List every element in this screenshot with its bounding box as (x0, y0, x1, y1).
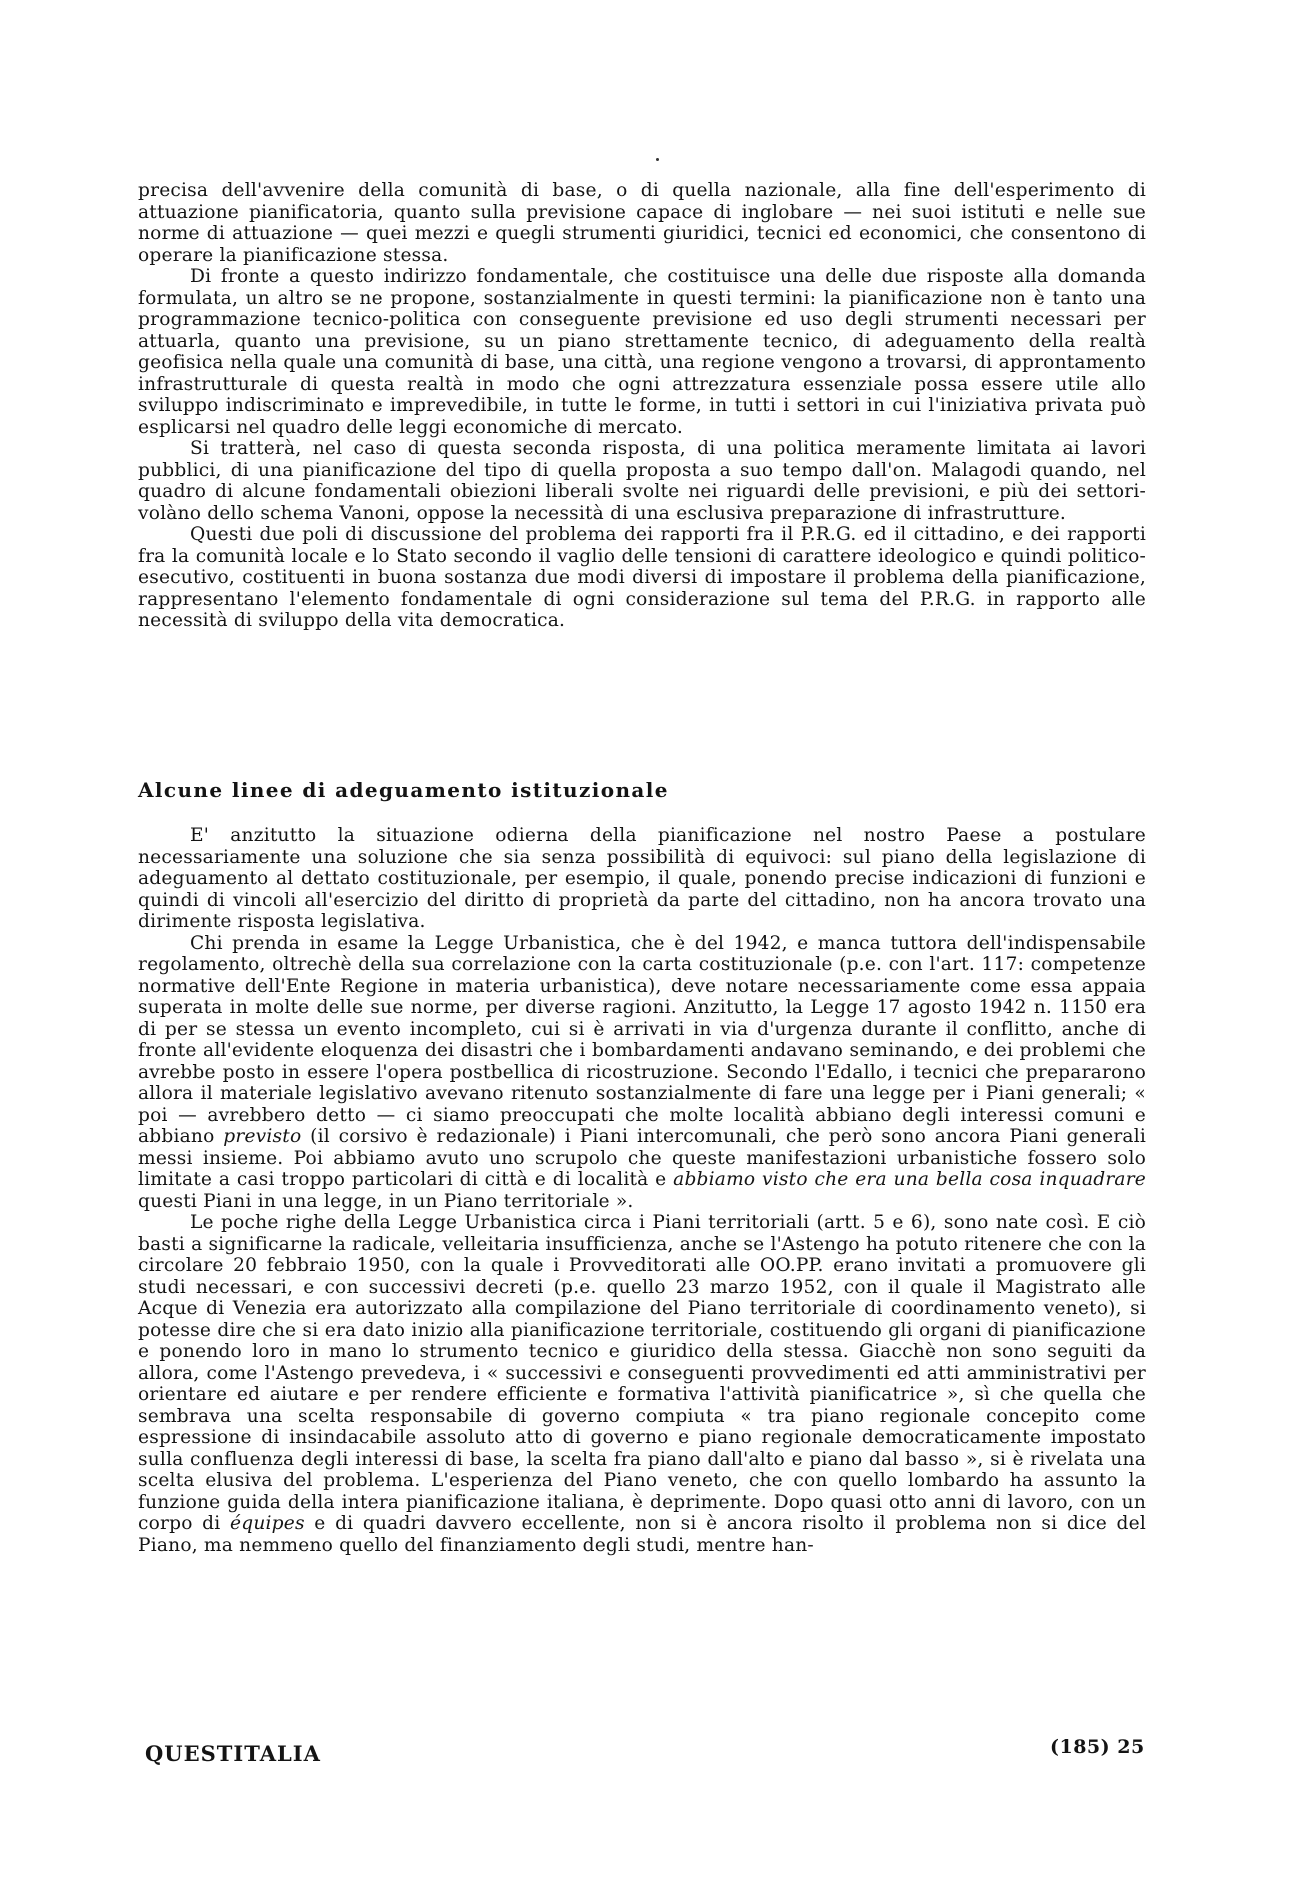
text-block-top (138, 180, 1146, 632)
paragraph-text: questi Piani in una legge, in un Piano territoriale ». (138, 1190, 634, 1212)
paragraph: E' anzitutto la situazione odierna della pianificazione nel nostro Paese a postulare necessariamente una soluzione che sia senza possibilità di equivoci: sul piano della legislazione di adeguamento al dettato costituzionale, per esempio, il quale, ponendo precise indicazioni di funzioni e quindi di vincoli all'esercizio del diritto di proprietà da parte del cittadino, non ha ancora trovato una dirimente risposta legislativa. (138, 825, 1146, 932)
paragraph: Si tratterà, nel caso di questa seconda risposta, di una politica meramente limitata ai lavori pubblici, di una pianificazione del tipo di quella proposta a suo tempo dall'on. Malagodi quando, nel quadro di alcune fondamentali obiezioni liberali svolte nei riguardi delle previsioni, e più dei settori-volàno dello schema Vanoni, oppose la necessità di una esclusiva preparazione di infrastrutture. (138, 438, 1146, 524)
page-number: (185) 25 (1050, 1736, 1145, 1758)
paragraph (138, 1212, 1146, 1556)
italic-text: previsto (223, 1126, 302, 1147)
section-heading: Alcune linee di adeguamento istituzionale (138, 778, 669, 802)
italic-text: équipes (230, 1513, 305, 1534)
print-speck (656, 158, 659, 161)
paragraph-text: e di quadri davvero eccellente, non si è ancora risolto il problema non si dice del Piano, ma nemmeno quello del finanziamento degli studi, mentre han- (138, 1513, 1146, 1556)
paragraph-text: Le poche righe della Legge Urbanistica circa i Piani territoriali (artt. 5 e 6), sono nate così. E ciò basti a significarne la radicale, velleitaria insufficienza, anche se l'Astengo ha potuto ritenere che con la circolare 20 febbraio 1950, con la quale i Provveditorati alle OO.PP. erano invitati a promuovere gli studi necessari, e con successivi decreti (p.e. quello 23 marzo 1952, con il quale il Magistrato alle Acque di Venezia era autorizzato alla compilazione del Piano territoriale di coordinamento veneto), si potesse dire che si era dato inizio alla pianificazione territoriale, costituendo gli organi di pianificazione e ponendo loro in mano lo strumento tecnico e giuridico della stessa. Giacchè non sono seguiti da allora, come l'Astengo prevedeva, i « successivi e conseguenti provvedimenti ed atti amministrativi per orientare ed aiutare e per rendere efficiente e formativa l'attività pianificatrice », sì che quella che sembrava una scelta responsabile di governo compiuta « tra piano regionale concepito come espressione di insindacabile assoluto atto di governo e piano regionale democraticamente impostato sulla confluenza degli interessi di base, la scelta fra piano dall'alto e piano dal basso », si è rivelata una scelta elusiva del problema. L'esperienza del Piano veneto, che con quello lombardo ha assunto la funzione guida della intera pianificazione italiana, è deprimente. Dopo quasi otto anni di lavoro, con un corpo di (138, 1212, 1146, 1534)
publication-name: QUESTITALIA (145, 1741, 321, 1766)
paragraph: Questi due poli di discussione del problema dei rapporti fra il P.R.G. ed il cittadino, e dei rapporti fra la comunità locale e lo Stato secondo il vaglio delle tensioni di carattere ideologico e quindi politico-esecutivo, costituenti in buona sostanza due modi diversi di impostare il problema della pianificazione, rappresentano l'elemento fondamentale di ogni considerazione sul tema del P.R.G. in rapporto alle necessità di sviluppo della vita democratica. (138, 524, 1146, 631)
paragraph (138, 933, 1146, 1213)
paragraph-text: (il corsivo è redazionale) i Piani intercomunali, che però sono ancora Piani generali messi insieme. Poi abbiamo avuto uno scrupolo che queste manifestazioni urbanistiche fossero solo limitate a casi troppo particolari di città e di località e (138, 1126, 1146, 1190)
text-block-bottom (138, 825, 1146, 1556)
italic-text: abbiamo visto che era una bella cosa inquadrare (673, 1169, 1146, 1190)
paragraph: Di fronte a questo indirizzo fondamentale, che costituisce una delle due risposte alla domanda formulata, un altro se ne propone, sostanzialmente in questi termini: la pianificazione non è tanto una programmazione tecnico-politica con conseguente previsione ed uso degli strumenti necessari per attuarla, quanto una previsione, su un piano strettamente tecnico, di adeguamento della realtà geofisica nella quale una comunità di base, una città, una regione vengono a trovarsi, di approntamento infrastrutturale di questa realtà in modo che ogni attrezzatura essenziale possa essere utile allo sviluppo indiscriminato e imprevedibile, in tutte le forme, in tutti i settori in cui l'iniziativa privata può esplicarsi nel quadro delle leggi economiche di mercato. (138, 266, 1146, 438)
paragraph-text: Chi prenda in esame la Legge Urbanistica, che è del 1942, e manca tuttora dell'indispensabile regolamento, oltrechè della sua correlazione con la carta costituzionale (p.e. con l'art. 117: competenze normative dell'Ente Regione in materia urbanistica), deve notare necessariamente come essa appaia superata in molte delle sue norme, per diverse ragioni. Anzitutto, la Legge 17 agosto 1942 n. 1150 era di per se stessa un evento incompleto, cui si è arrivati in via d'urgenza durante il conflitto, anche di fronte all'evidente eloquenza dei disastri che i bombardamenti andavano seminando, e dei problemi che avrebbe posto in essere l'opera postbellica di ricostruzione. Secondo l'Edallo, i tecnici che prepararono allora il materiale legislativo avevano ritenuto sostanzialmente di fare una legge per i Piani generali; « poi — avrebbero detto — ci siamo preoccupati che molte località abbiano degli interessi comuni e abbiano (138, 932, 1146, 1147)
paragraph: precisa dell'avvenire della comunità di base, o di quella nazionale, alla fine dell'esperimento di attuazione pianificatoria, quanto sulla previsione capace di inglobare — nei suoi istituti e nelle sue norme di attuazione — quei mezzi e quegli strumenti giuridici, tecnici ed economici, che consentono di operare la pianificazione stessa. (138, 180, 1146, 266)
